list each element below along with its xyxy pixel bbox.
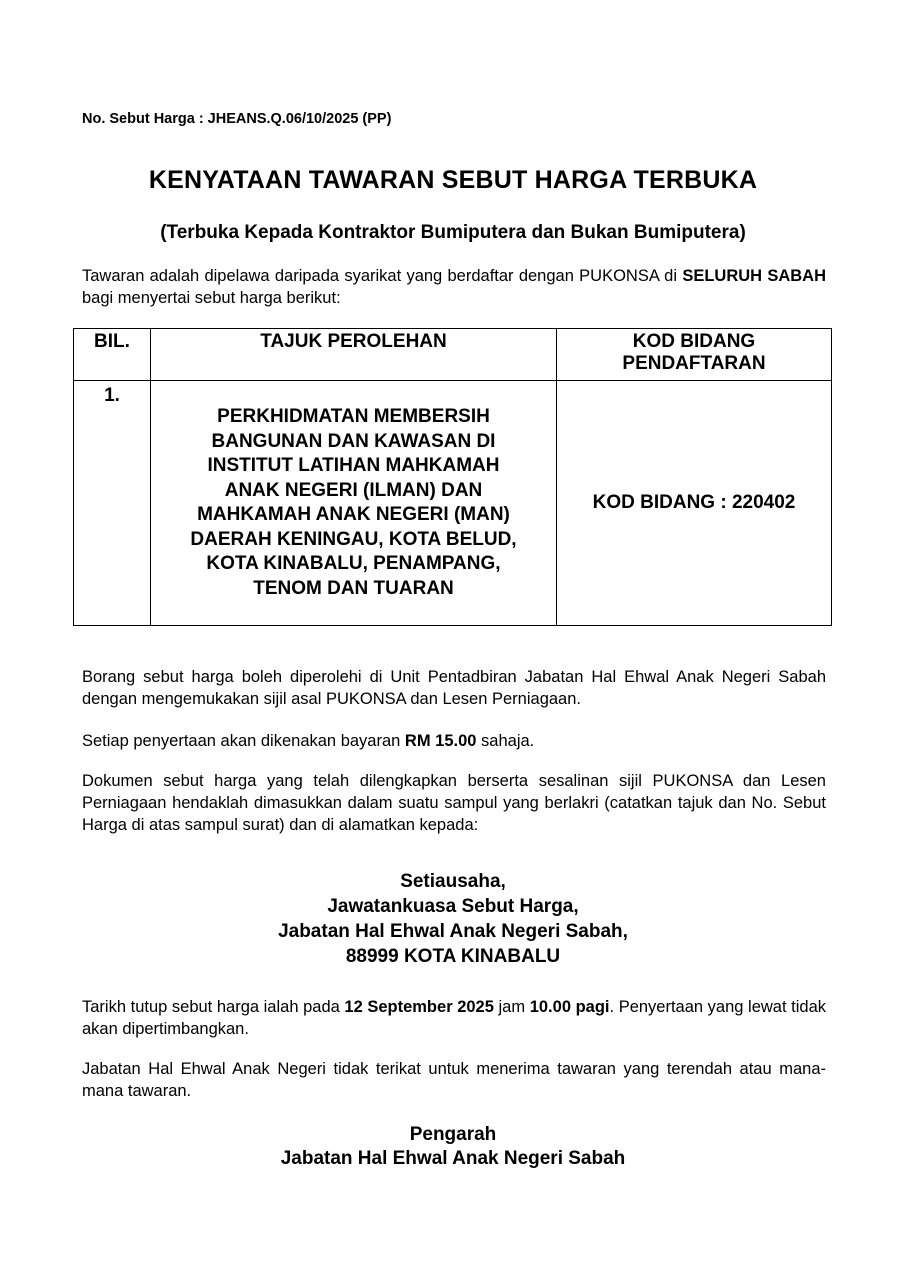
- tarikh-text1: Tarikh tutup sebut harga ialah pada: [82, 998, 345, 1016]
- header-bil: BIL.: [74, 329, 151, 381]
- tarikh-text3: . Penyertaan yang lewat tidak akan dipertimbangkan.: [82, 998, 827, 1038]
- procurement-table: [73, 328, 832, 626]
- row-tajuk: [151, 381, 557, 626]
- tarikh-paragraph: [82, 996, 826, 1040]
- closing-date: 12 September 2025: [344, 998, 494, 1016]
- tajuk-line: TENOM DAN TUARAN: [253, 577, 454, 599]
- tajuk-line: PERKHIDMATAN MEMBERSIH: [217, 406, 490, 427]
- tajuk-line: ANAK NEGERI (ILMAN) DAN: [224, 479, 483, 501]
- tajuk-line: DAERAH KENINGAU, KOTA BELUD,: [190, 528, 517, 550]
- signature-role: Pengarah: [409, 1124, 497, 1145]
- closing-time: 10.00 pagi: [529, 998, 610, 1016]
- intro-paragraph: [82, 265, 826, 309]
- tajuk-line: MAHKAMAH ANAK NEGERI (MAN): [197, 504, 510, 525]
- bayaran-paragraph: [82, 730, 826, 752]
- address-line: Setiausaha,: [400, 871, 506, 892]
- row-kod: KOD BIDANG : 220402: [557, 381, 832, 626]
- header-kod-line1: KOD BIDANG: [632, 331, 756, 352]
- tarikh-text2: jam: [493, 998, 530, 1016]
- header-kod-line2: PENDAFTARAN: [622, 353, 766, 374]
- bayaran-text-after: sahaja.: [476, 732, 535, 750]
- jabatan-paragraph: Jabatan Hal Ehwal Anak Negeri tidak terikat untuk menerima tawaran yang terendah atau mana-mana tawaran.: [82, 1060, 826, 1100]
- signature-department: Jabatan Hal Ehwal Anak Negeri Sabah: [280, 1148, 626, 1169]
- address-block: [0, 869, 906, 969]
- bayaran-text-before: Setiap penyertaan akan dikenakan bayaran: [82, 732, 405, 750]
- intro-bold: SELURUH SABAH: [682, 267, 827, 285]
- row-bil: 1.: [74, 381, 151, 626]
- reference-number: No. Sebut Harga : JHEANS.Q.06/10/2025 (PP): [82, 111, 392, 127]
- document-subtitle: (Terbuka Kepada Kontraktor Bumiputera dan Bukan Bumiputera): [160, 222, 746, 243]
- signature-block: [0, 1123, 906, 1171]
- bayaran-amount: RM 15.00: [404, 732, 477, 750]
- header-kod: [557, 329, 832, 381]
- intro-text-after: bagi menyertai sebut harga berikut:: [82, 289, 341, 307]
- address-line: Jawatankuasa Sebut Harga,: [327, 896, 579, 917]
- intro-text-before: Tawaran adalah dipelawa daripada syarikat yang berdaftar dengan PUKONSA di: [82, 267, 683, 285]
- header-tajuk: TAJUK PEROLEHAN: [151, 329, 557, 381]
- dokumen-paragraph: Dokumen sebut harga yang telah dilengkapkan berserta sesalinan sijil PUKONSA dan Lesen Perniagaan hendaklah dimasukkan dalam suatu sampul yang berlakri (catatkan tajuk dan No. Sebut Harga di atas sampul surat) dan di alamatkan kepada:: [82, 772, 826, 834]
- address-line: Jabatan Hal Ehwal Anak Negeri Sabah,: [278, 921, 628, 942]
- document-title: KENYATAAN TAWARAN SEBUT HARGA TERBUKA: [148, 166, 758, 194]
- tajuk-line: KOTA KINABALU, PENAMPANG,: [206, 553, 501, 574]
- tajuk-line: BANGUNAN DAN KAWASAN DI: [211, 430, 496, 452]
- borang-paragraph: Borang sebut harga boleh diperolehi di Unit Pentadbiran Jabatan Hal Ehwal Anak Negeri Sabah dengan mengemukakan sijil asal PUKONSA dan Lesen Perniagaan.: [82, 668, 826, 708]
- table-row: [74, 381, 832, 626]
- table-header-row: [74, 329, 832, 381]
- tajuk-line: INSTITUT LATIHAN MAHKAMAH: [207, 455, 500, 476]
- address-line: 88999 KOTA KINABALU: [345, 946, 561, 967]
